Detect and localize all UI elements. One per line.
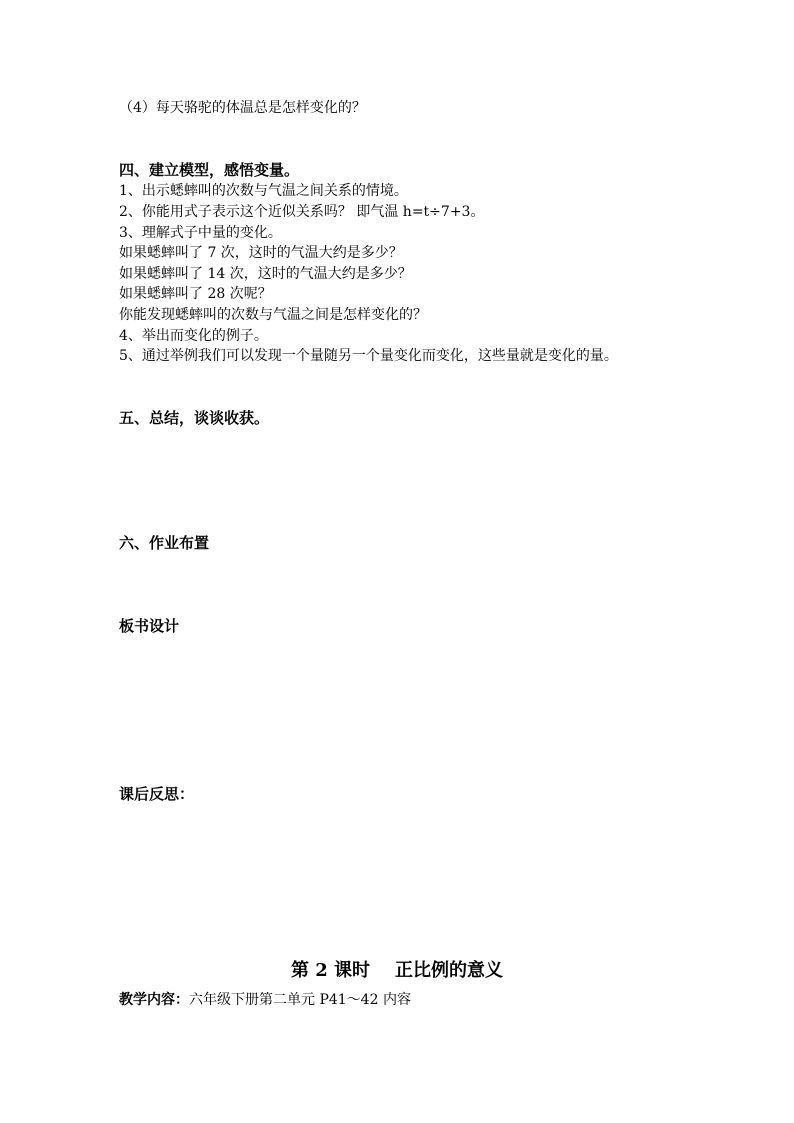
- section-4-item-7: 你能发现蟋蟀叫的次数与气温之间是怎样变化的？: [119, 307, 427, 323]
- section-4-item-8: 4、举出而变化的例子。: [119, 328, 268, 344]
- section-4-item-3: 3、理解式子中量的变化。: [119, 225, 282, 241]
- section-4-item-6: 如果蟋蟀叫了 28 次呢？: [119, 286, 272, 302]
- lesson-2-title: 第 2 课时 正比例的意义: [290, 960, 504, 981]
- section-6-title: 六、作业布置: [119, 534, 210, 552]
- content-value: 六年级下册第二单元 P41～42 内容: [189, 992, 411, 1008]
- board-design-title: 板书设计: [119, 617, 180, 635]
- section-4-item-4: 如果蟋蟀叫了 7 次，这时的气温大约是多少？: [119, 245, 403, 261]
- section-5-title: 五、总结，谈谈收获。: [119, 409, 270, 427]
- section-4-item-5: 如果蟋蟀叫了 14 次，这时的气温大约是多少？: [119, 266, 412, 282]
- lesson-2-content: [119, 990, 411, 1010]
- question-4: （4）每天骆驼的体温总是怎样变化的？: [119, 100, 366, 116]
- content-label: 教学内容：: [119, 992, 189, 1008]
- reflection-title: 课后反思：: [119, 785, 195, 803]
- section-4-item-1: 1、出示蟋蟀叫的次数与气温之间关系的情境。: [119, 183, 408, 199]
- section-4-title: 四、建立模型，感悟变量。: [119, 161, 300, 179]
- section-4-item-2: 2、你能用式子表示这个近似关系吗？ 即气温 h=t÷7+3。: [119, 204, 485, 220]
- section-4-item-9: 5、通过举例我们可以发现一个量随另一个量变化而变化，这些量就是变化的量。: [119, 348, 618, 364]
